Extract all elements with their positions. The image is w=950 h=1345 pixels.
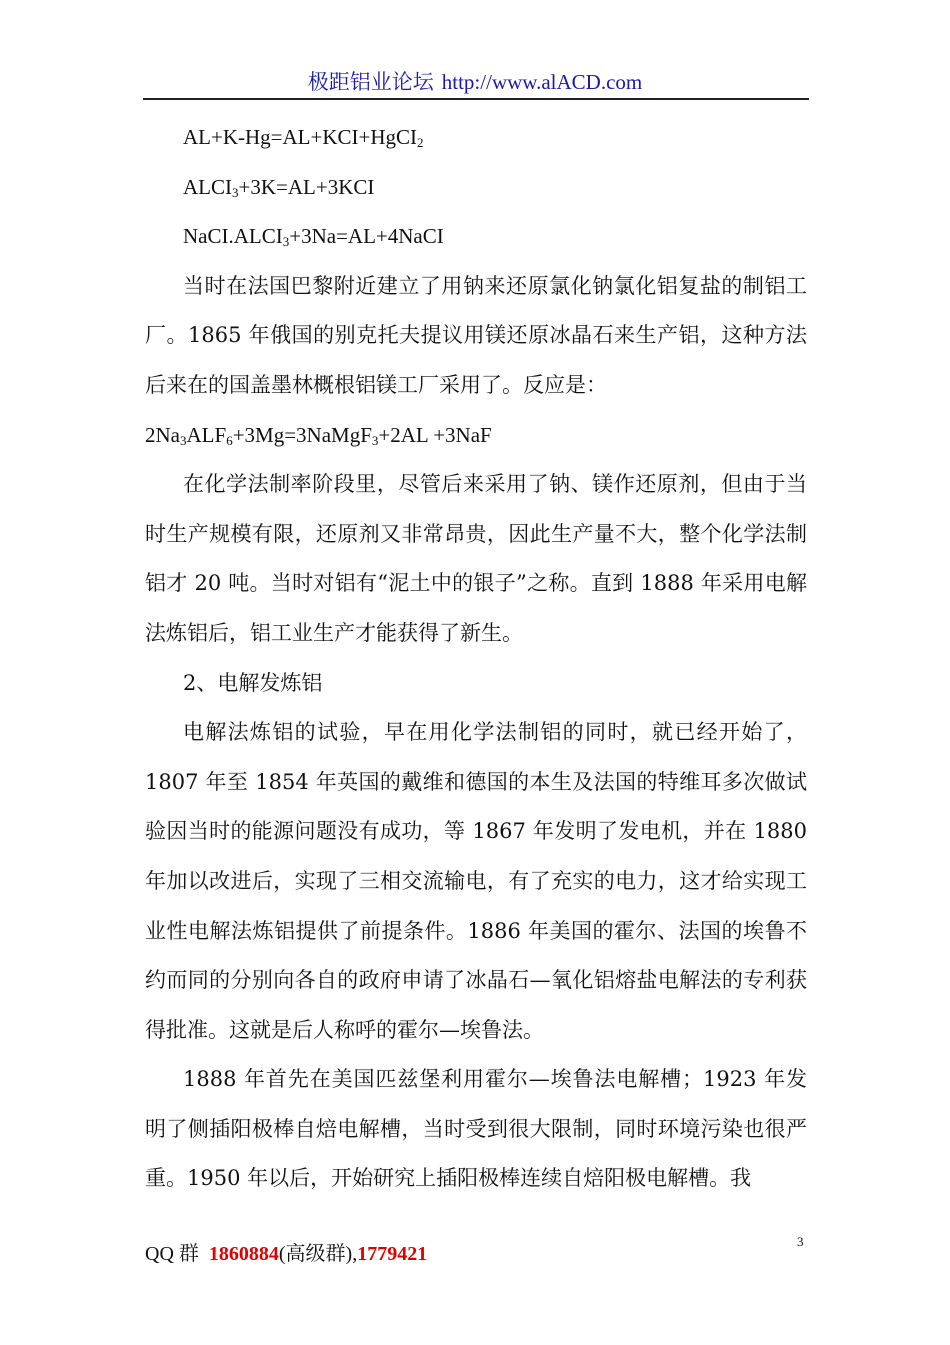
paragraph-3: 电解法炼铝的试验，早在用化学法制铝的同时，就已经开始了，1807 年至 1854 年英国的戴维和德国的本生及法国的特维耳多次做试验因当时的能源问题没有成功，等 1867 年发明了发电机，并在 1880 年加以改进后，实现了三相交流输电，有了充实的电力，这才给实现工业性电解法炼铝提供了前提条件。1886 年美国的霍尔、法国的埃鲁不约而同的分别向各自的政府申请了冰晶石—氧化铝熔盐电解法的专利获得批准。这就是后人称呼的霍尔—埃鲁法。 bbox=[145, 720, 807, 1042]
header-divider bbox=[143, 98, 809, 100]
page-header bbox=[0, 66, 950, 96]
site-url[interactable]: http://www.alACD.com bbox=[441, 70, 643, 94]
page-footer bbox=[145, 1237, 427, 1266]
equation-2: $ALCI_3+3K=AL+3KCI$ bbox=[183, 174, 375, 200]
page-number: 3 bbox=[797, 1234, 804, 1249]
equation-4: $2Na_3ALF_6+3Mg=3NaMgF_3+2AL +3NaF$ bbox=[145, 422, 492, 448]
qq-group-label: QQ 群 bbox=[145, 1243, 199, 1265]
qq-group-2: 1779421 bbox=[357, 1243, 428, 1265]
equation-1: AL+K-Hg=AL+KCI+HgCI$_2$ bbox=[183, 125, 424, 150]
paragraph-2: 在化学法制率阶段里，尽管后来采用了钠、镁作还原剂，但由于当时生产规模有限，还原剂又非常昂贵，因此生产量不大，整个化学法制铝才 20 吨。当时对铝有“泥土中的银子”之称。直到 1888 年采用电解法炼铝后，铝工业生产才能获得了新生。 bbox=[145, 472, 807, 645]
site-name: 极距铝业论坛 bbox=[307, 70, 434, 94]
section-heading: 2、电解发炼铝 bbox=[183, 670, 323, 695]
document-body bbox=[145, 113, 807, 1204]
paragraph-4: 1888 年首先在美国匹兹堡利用霍尔—埃鲁法电解槽；1923 年发明了侧插阳极棒自焙电解槽，当时受到很大限制，同时环境污染也很严重。1950 年以后，开始研究上插阳极棒连续自焙阳极电解槽。我 bbox=[145, 1067, 807, 1191]
qq-group-1-note: (高级群), bbox=[278, 1243, 358, 1265]
paragraph-1: 当时在法国巴黎附近建立了用钠来还原氯化钠氯化铝复盐的制铝工厂。1865 年俄国的别克托夫提议用镁还原冰晶石来生产铝，这种方法后来在的国盖墨林概根铝镁工厂采用了。反应是： bbox=[145, 273, 807, 397]
qq-group-1: 1860884 bbox=[208, 1243, 279, 1265]
equation-3: $NaCI.ALCI_3+3Na=AL+4NaCI$ bbox=[183, 224, 444, 250]
